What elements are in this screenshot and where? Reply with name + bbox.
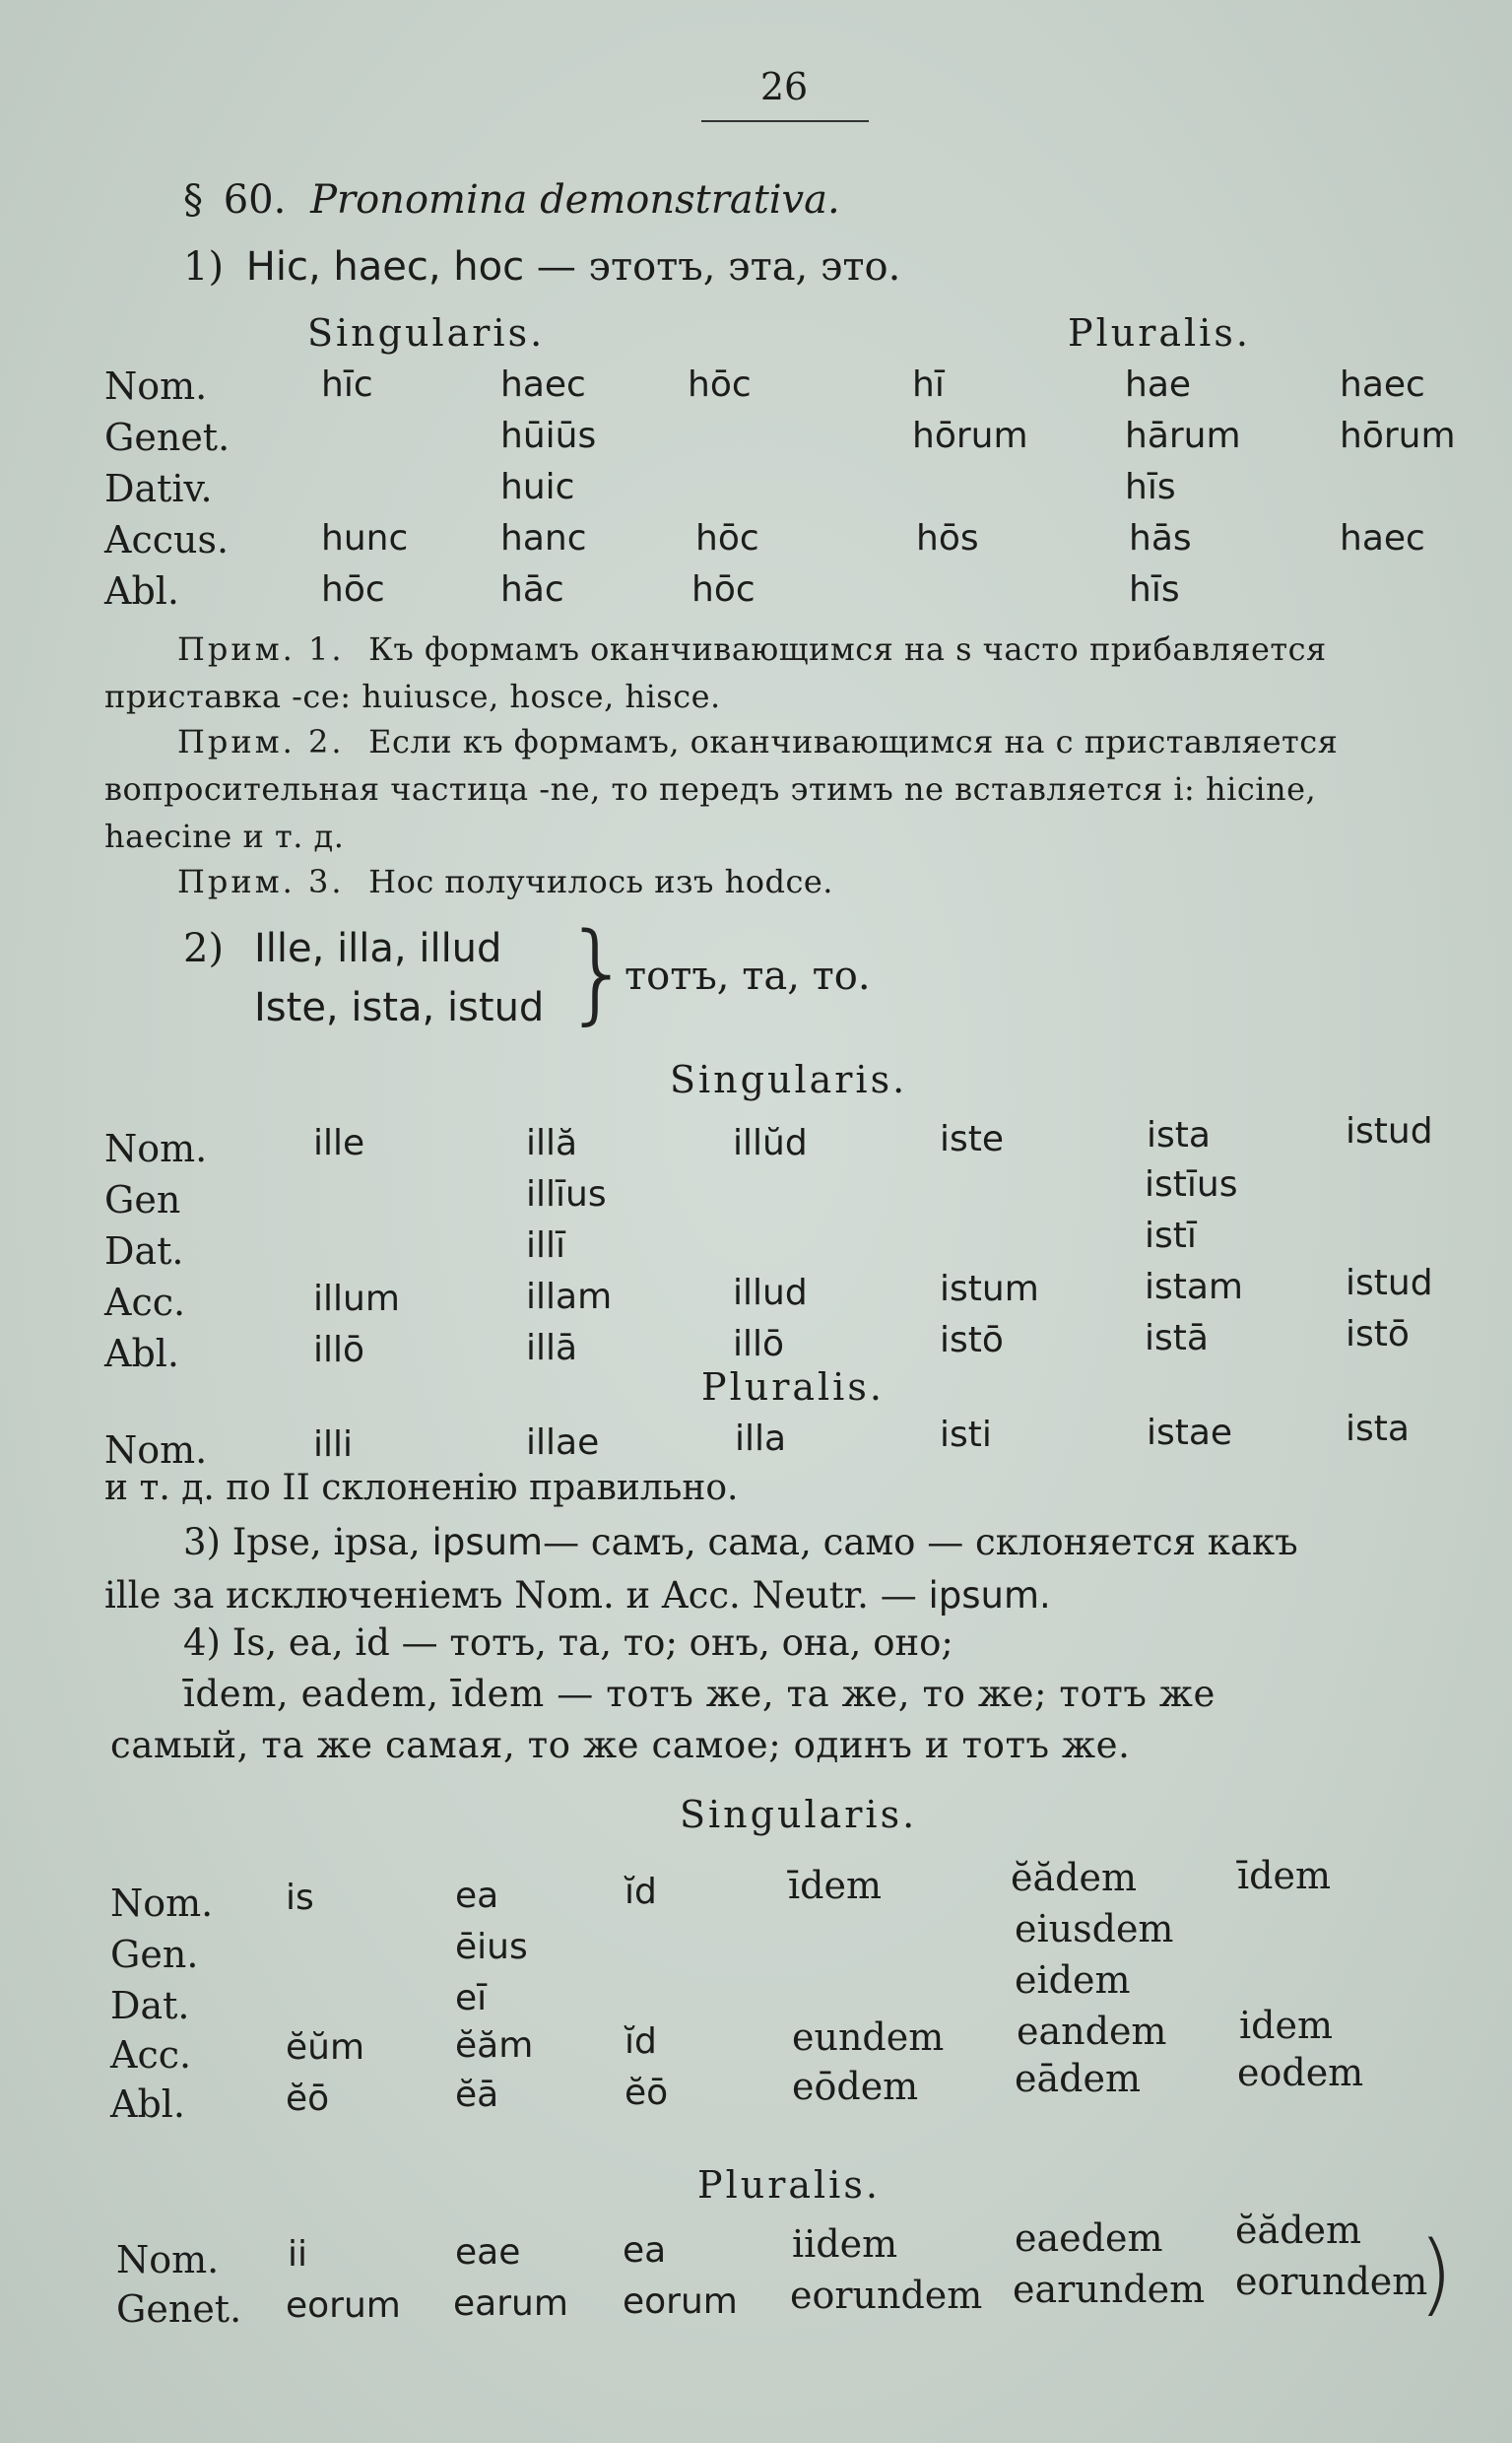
note-3-line [177, 863, 833, 900]
item-1-latin: Hic, haec, hoc [245, 244, 525, 290]
form-cell: eōdem [792, 2065, 919, 2108]
form-cell: istud [1346, 1263, 1433, 1303]
form-cell: earundem [1013, 2268, 1206, 2311]
form-cell: ii [288, 2234, 308, 2275]
item-4-line-1: 4) Is, ea, id — тотъ, та, то; онъ, она, оно; [183, 1621, 953, 1664]
section-number: 60. [223, 177, 287, 223]
form-cell: ĕăm [455, 2025, 534, 2066]
item-2-gloss: тотъ, та, то. [625, 954, 871, 999]
table1-pluralis-header: Pluralis. [1068, 311, 1251, 355]
form-cell: hāc [500, 569, 564, 610]
section-heading [183, 177, 840, 223]
case-label: Acc. [110, 2033, 192, 2077]
item-3-ipsum: ipsum [431, 1521, 544, 1563]
form-cell: illō [313, 1330, 365, 1370]
item-3-line-2 [104, 1574, 1051, 1617]
form-cell: illam [526, 1277, 613, 1317]
form-cell: eādem [1015, 2057, 1141, 2100]
form-cell: eorundem [790, 2274, 983, 2317]
form-cell: illō [733, 1324, 785, 1364]
note-1-line-1 [177, 630, 1327, 668]
form-cell: ista [1147, 1115, 1211, 1155]
item-3-text-c: — самъ, сама, само — склоняется какъ [543, 1521, 1298, 1563]
item-1-dash: — [536, 244, 576, 290]
form-cell: ĕădem [1011, 1856, 1137, 1899]
form-cell: hunc [321, 518, 409, 559]
note-3-text: Hoc получилось изъ hodce. [368, 863, 833, 900]
form-cell: istud [1346, 1111, 1433, 1152]
form-cell: eorum [286, 2285, 401, 2326]
case-label: Nom. [110, 1882, 214, 1925]
table2-pluralis-header: Pluralis. [701, 1365, 885, 1409]
form-cell: istī [1145, 1216, 1197, 1256]
form-cell: hōs [916, 518, 979, 559]
form-cell: hīc [321, 364, 373, 405]
form-cell: illum [313, 1279, 400, 1319]
case-label: Abl. [110, 2082, 185, 2126]
form-cell: illīus [526, 1174, 607, 1215]
form-cell: hōrum [1340, 416, 1456, 456]
form-cell: eorum [623, 2281, 738, 2322]
form-cell: iste [940, 1119, 1005, 1159]
form-cell: hōrum [912, 416, 1028, 456]
form-cell: hūiūs [500, 416, 597, 456]
form-cell: eiusdem [1015, 1907, 1174, 1950]
case-label: Gen. [110, 1933, 199, 1976]
form-cell: illā [526, 1328, 578, 1368]
form-cell: hārum [1125, 416, 1241, 456]
form-cell: haec [500, 364, 586, 405]
brace-icon: } [563, 909, 632, 1035]
form-cell: īdem [1237, 1854, 1331, 1897]
form-cell: istum [940, 1269, 1039, 1309]
form-cell: idem [1239, 2004, 1333, 2047]
form-cell: ĕā [455, 2075, 499, 2115]
case-label: Acc. [104, 1281, 186, 1324]
form-cell: istam [1145, 1267, 1244, 1307]
form-cell: ista [1346, 1409, 1410, 1449]
form-cell: eaedem [1015, 2216, 1163, 2260]
form-cell: ĕŭm [286, 2027, 365, 2068]
form-cell: haec [1340, 364, 1425, 405]
note-2-line-2: вопросительная частица -ne, то передъ этимъ ne вставляется i: hicine, [104, 770, 1317, 808]
form-cell: illa [735, 1419, 787, 1459]
note-3-label: Прим. 3. [177, 863, 345, 900]
form-cell: hās [1129, 518, 1192, 559]
form-cell: hōc [695, 518, 759, 559]
form-cell: istō [1346, 1314, 1410, 1354]
after-item-2: и т. д. по II склоненію правильно. [104, 1468, 739, 1508]
case-label: Dat. [104, 1229, 184, 1273]
item-2-line-2: Iste, ista, istud [254, 985, 545, 1030]
form-cell: ĕădem [1235, 2209, 1361, 2252]
case-label: Abl. [104, 1332, 179, 1375]
form-cell: eī [455, 1978, 488, 2018]
item-4-line-3: самый, та же самая, то же самое; одинъ и тотъ же. [110, 1724, 1131, 1766]
form-cell: eidem [1015, 1958, 1131, 2002]
form-cell: huic [500, 467, 575, 507]
form-cell: hīs [1125, 467, 1176, 507]
form-cell: ea [623, 2230, 667, 2271]
form-cell: istīus [1145, 1164, 1238, 1205]
case-label: Genet. [116, 2287, 242, 2331]
form-cell: illae [526, 1422, 600, 1463]
form-cell: ĭd [625, 2021, 657, 2062]
table2-singularis-header: Singularis. [670, 1058, 908, 1101]
form-cell: istō [940, 1320, 1004, 1360]
form-cell: illud [733, 1273, 808, 1313]
note-1-line-2: приставка -ce: huiusce, hosce, hisce. [104, 678, 721, 715]
form-cell: hōc [691, 569, 756, 610]
form-cell: hōc [688, 364, 752, 405]
form-cell: eundem [792, 2015, 945, 2059]
form-cell: eodem [1237, 2051, 1364, 2094]
page-number: 26 [759, 65, 809, 108]
form-cell: ĕō [286, 2079, 330, 2119]
case-label: Accus. [104, 518, 230, 561]
note-1-label: Прим. 1. [177, 630, 345, 668]
form-cell: ea [455, 1876, 499, 1916]
item-3-text-d: ille за исключеніемъ Nom. и Acc. Neutr. — [104, 1574, 929, 1617]
case-label: Nom. [104, 364, 208, 408]
form-cell: eae [455, 2232, 521, 2273]
form-cell: hī [912, 364, 945, 405]
form-cell: haec [1340, 518, 1425, 559]
form-cell: ille [313, 1123, 365, 1163]
form-cell: ĕō [625, 2073, 669, 2113]
table1-singularis-header: Singularis. [307, 311, 546, 355]
case-label: Dat. [110, 1984, 190, 2027]
case-label: Dativ. [104, 467, 213, 510]
form-cell: istae [1147, 1413, 1233, 1453]
case-label: Abl. [104, 569, 179, 613]
note-2-text: Если къ формамъ, оканчивающимся на c приставляется [368, 723, 1339, 760]
note-1-text: Къ формамъ оканчивающимся на s часто прибавляется [368, 630, 1327, 668]
form-cell: hīs [1129, 569, 1180, 610]
form-cell: illī [526, 1225, 566, 1266]
form-cell: isti [940, 1415, 992, 1455]
form-cell: hōc [321, 569, 385, 610]
item-2-line-1: Ille, illa, illud [254, 926, 502, 971]
note-2-line-3: haecine и т. д. [104, 818, 345, 855]
form-cell: ēius [455, 1927, 528, 1967]
section-title: Pronomina demonstrativa. [310, 177, 840, 223]
case-label: Genet. [104, 416, 230, 459]
section-mark: § [183, 177, 203, 223]
form-cell: illŭd [733, 1123, 808, 1163]
case-label: Nom. [104, 1428, 208, 1472]
form-cell: earum [453, 2283, 568, 2324]
case-label: Nom. [116, 2238, 220, 2281]
item-1-gloss: этотъ, эта, это. [588, 244, 901, 290]
form-cell: eorundem [1235, 2260, 1428, 2303]
item-3-line-1 [183, 1521, 1298, 1563]
item-1-line [183, 244, 900, 290]
form-cell: īdem [788, 1864, 882, 1907]
form-cell: is [286, 1878, 314, 1918]
table3-singularis-header: Singularis. [680, 1793, 918, 1836]
case-label: Nom. [104, 1127, 208, 1170]
note-2-label: Прим. 2. [177, 723, 345, 760]
form-cell: istā [1145, 1318, 1209, 1358]
table4-pluralis-header: Pluralis. [697, 2163, 881, 2207]
item-3-text-a: 3) Ipse, ipsa, [183, 1521, 432, 1563]
item-4-line-2: īdem, eadem, īdem — тотъ же, та же, то же; тотъ же [183, 1673, 1216, 1715]
form-cell: illi [313, 1424, 354, 1465]
case-label: Gen [104, 1178, 181, 1222]
form-cell: eandem [1017, 2010, 1167, 2053]
item-1-number: 1) [183, 244, 225, 290]
form-cell: hae [1125, 364, 1192, 405]
item-2-number: 2) [183, 926, 225, 971]
form-cell: ĭd [625, 1872, 657, 1912]
form-cell: iidem [792, 2222, 898, 2266]
item-3-ipsum-2: ipsum. [928, 1574, 1051, 1617]
note-2-line-1 [177, 723, 1338, 760]
form-cell: illă [526, 1123, 578, 1163]
form-cell: hanc [500, 518, 587, 559]
page-number-rule [701, 120, 869, 122]
closing-brace-icon: ) [1418, 2222, 1454, 2326]
